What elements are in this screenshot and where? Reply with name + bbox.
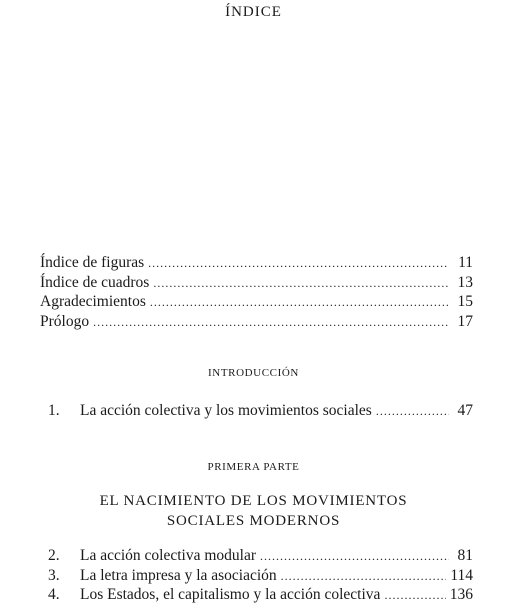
part-title-line-1: EL NACIMIENTO DE LOS MOVIMIENTOS (99, 493, 408, 509)
section-heading-primera-parte: PRIMERA PARTE (207, 461, 300, 473)
dot-leader (260, 549, 449, 564)
dot-leader (93, 315, 449, 330)
toc-entry-chapter-1[interactable] (48, 402, 473, 422)
chapter-number: 3. (48, 567, 60, 584)
toc-entry-label: Agradecimientos (40, 293, 146, 310)
toc-entry-page: 47 (457, 402, 473, 419)
toc-entry-indice-cuadros[interactable] (40, 274, 473, 294)
toc-entry-label: La acción colectiva modular (80, 547, 257, 564)
section-heading-introduccion: INTRODUCCIÓN (208, 367, 299, 379)
toc-entry-page: 17 (457, 313, 473, 330)
toc-entry-indice-figuras[interactable] (40, 254, 473, 274)
dot-leader (281, 569, 447, 584)
toc-entry-page: 11 (458, 254, 473, 271)
toc-entry-label: La letra impresa y la asociación (80, 567, 277, 584)
dot-leader (148, 256, 449, 271)
toc-entry-prologo[interactable] (40, 313, 473, 333)
toc-entry-agradecimientos[interactable] (40, 293, 473, 313)
page-title: ÍNDICE (225, 4, 282, 20)
toc-entry-page: 114 (450, 567, 473, 584)
toc-entry-label: Prólogo (40, 313, 90, 330)
toc-entry-page: 136 (449, 586, 473, 603)
part-title-line-2: SOCIALES MODERNOS (166, 513, 341, 529)
chapter-number: 2. (48, 547, 60, 564)
toc-entry-chapter-2[interactable] (48, 547, 473, 567)
toc-entry-page: 13 (457, 274, 473, 291)
toc-entry-label: Los Estados, el capitalismo y la acción colectiva (80, 586, 381, 603)
dot-leader (384, 588, 445, 603)
toc-entry-page: 81 (457, 547, 473, 564)
dot-leader (150, 295, 449, 310)
toc-entry-label: La acción colectiva y los movimientos sociales (80, 402, 372, 419)
chapter-number: 1. (48, 402, 60, 419)
toc-entry-label: Índice de cuadros (40, 274, 150, 291)
dot-leader (153, 276, 449, 291)
chapter-number: 4. (48, 586, 60, 603)
toc-entry-label: Índice de figuras (40, 254, 145, 271)
dot-leader (376, 404, 449, 419)
toc-entry-chapter-4[interactable] (48, 586, 473, 606)
toc-entry-page: 15 (457, 293, 473, 310)
toc-entry-chapter-3[interactable] (48, 567, 473, 587)
